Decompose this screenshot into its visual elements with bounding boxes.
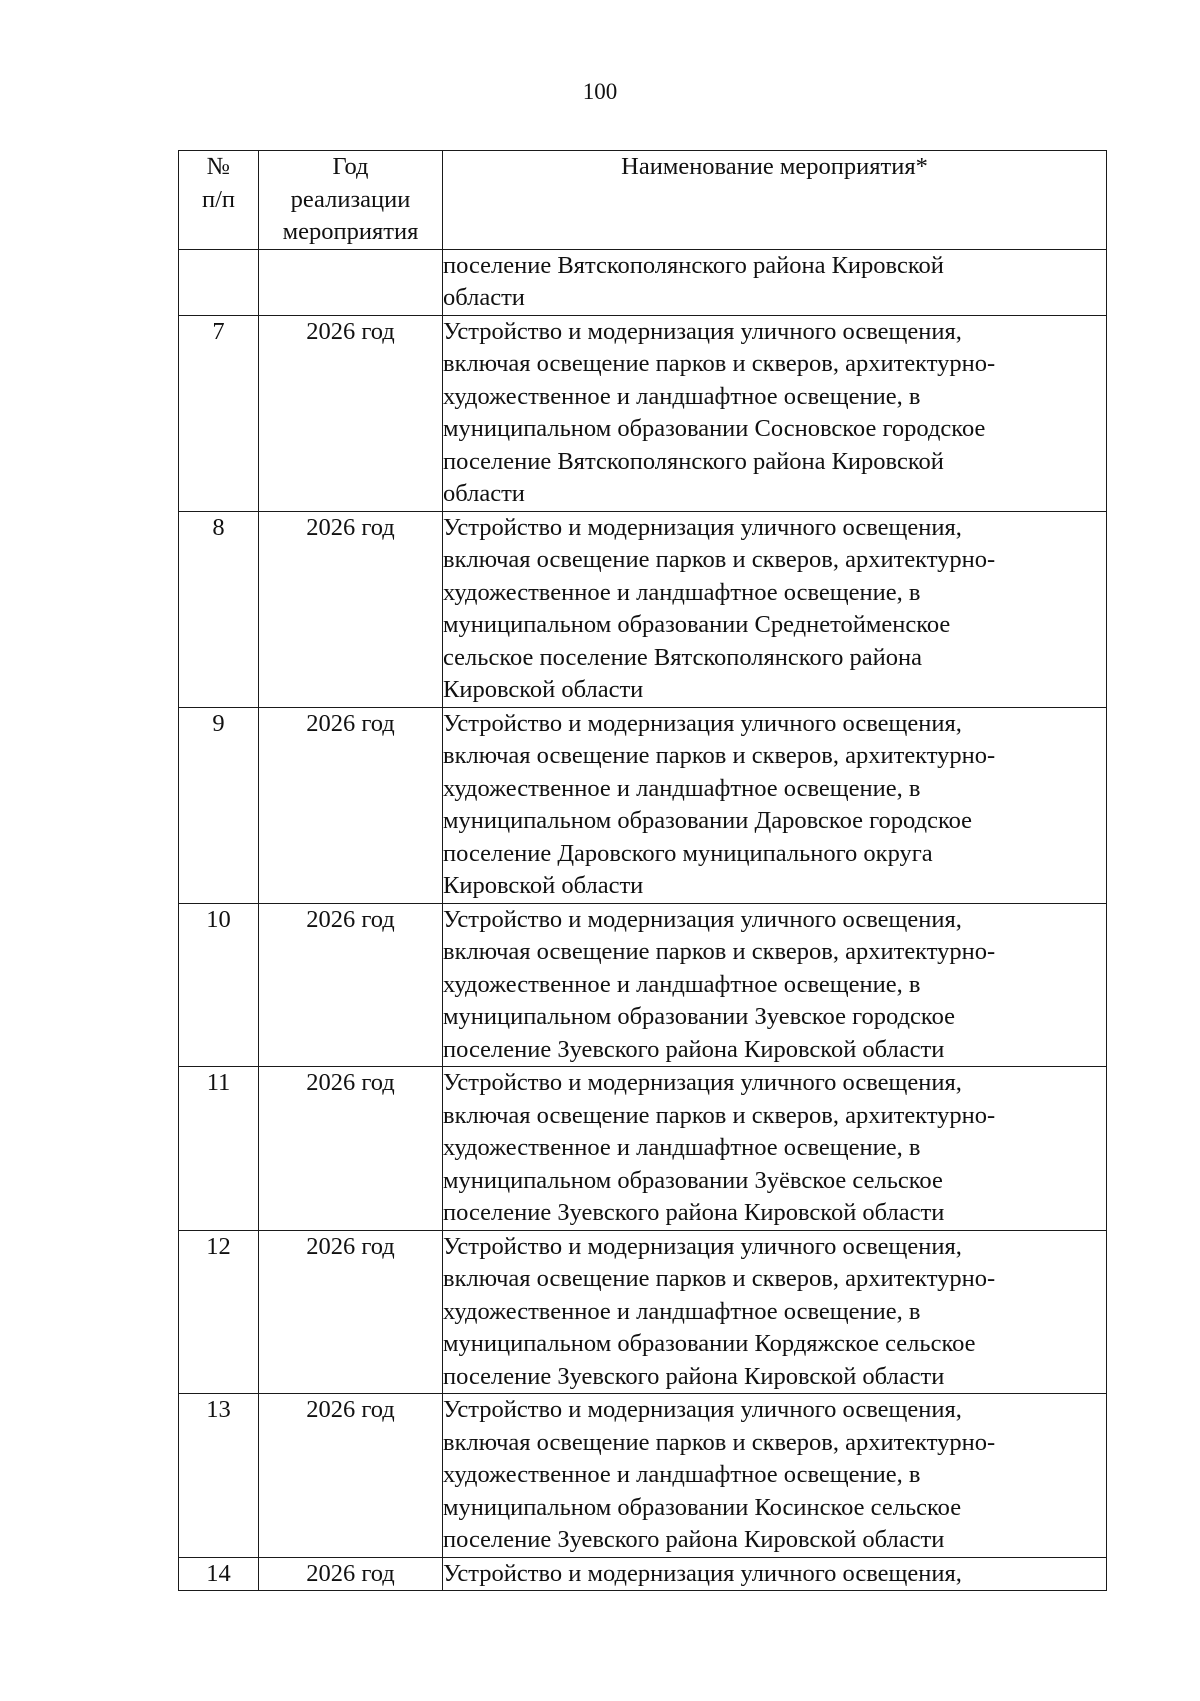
header-number-line: п/п [201, 185, 236, 213]
activity-text-line: Устройство и модернизация уличного освещения, [443, 1069, 962, 1096]
activity-text-line: Кировской области [443, 872, 644, 899]
table-header-row [179, 151, 1107, 250]
row-number: 8 [179, 511, 259, 707]
activity-text-line: включая освещение парков и скверов, архитектурно- [443, 742, 996, 769]
activity-text-line: поселение Вятскополянского района Кировской [443, 251, 944, 279]
header-year-line: Год [332, 153, 369, 180]
activity-text-line: муниципальном образовании Зуевское городское [443, 1003, 956, 1030]
table-row [179, 707, 1107, 903]
row-activity-name [443, 315, 1107, 511]
header-activity-name: Наименование мероприятия* [443, 151, 1107, 250]
row-activity-name [443, 903, 1107, 1067]
activity-text-line: Кировской области [443, 676, 644, 703]
row-number: 12 [179, 1230, 259, 1394]
activity-text-line: художественное и ландшафтное освещение, в [443, 382, 921, 410]
table-row [179, 1067, 1107, 1231]
row-year: 2026 год [259, 903, 443, 1067]
row-number [179, 249, 259, 315]
activity-text-line: поселение Даровского муниципального округа [443, 839, 933, 867]
activity-text-line: Устройство и модернизация уличного освещения, [443, 513, 962, 541]
table-row [179, 315, 1107, 511]
activity-text-line: включая освещение парков и скверов, архитектурно- [443, 1101, 996, 1129]
activity-text-line: художественное и ландшафтное освещение, в [443, 578, 921, 606]
activity-text-line: муниципальном образовании Даровское городское [443, 807, 973, 834]
activity-text-line: поселение Вятскополянского района Кировской [443, 447, 944, 475]
row-year [259, 249, 443, 315]
row-number: 10 [179, 903, 259, 1067]
activity-text-line: включая освещение парков и скверов, архитектурно- [443, 1265, 996, 1292]
activity-text-line: Устройство и модернизация уличного освещения, [443, 709, 962, 737]
header-number [179, 151, 259, 250]
row-number: 11 [179, 1067, 259, 1231]
activity-text-line: области [443, 480, 525, 507]
row-year: 2026 год [259, 1230, 443, 1394]
row-activity-name [443, 511, 1107, 707]
activity-text-line: Устройство и модернизация уличного освещения, [443, 1232, 962, 1260]
activities-table [178, 150, 1107, 1591]
header-year-line: реализации [290, 185, 411, 213]
activity-text-line: муниципальном образовании Зуёвское сельское [443, 1166, 943, 1194]
header-number-line: № [206, 153, 231, 180]
header-year-line: мероприятия [282, 218, 419, 245]
activity-text-line: муниципальном образовании Кордяжское сельское [443, 1330, 976, 1357]
table-row [179, 511, 1107, 707]
activity-text-line: включая освещение парков и скверов, архитектурно- [443, 938, 996, 965]
activity-text-line: муниципальном образовании Косинское сельское [443, 1493, 962, 1521]
row-activity-name [443, 707, 1107, 903]
activity-text-line: поселение Зуевского района Кировской области [443, 1362, 945, 1390]
activity-text-line: включая освещение парков и скверов, архитектурно- [443, 350, 996, 377]
activity-text-line: включая освещение парков и скверов, архитектурно- [443, 546, 996, 573]
row-number: 9 [179, 707, 259, 903]
activity-text-line: муниципальном образовании Сосновское городское [443, 415, 986, 442]
row-activity-name [443, 1230, 1107, 1394]
activity-text-line: включая освещение парков и скверов, архитектурно- [443, 1428, 996, 1456]
page-number: 100 [582, 79, 618, 104]
row-activity-name [443, 1394, 1107, 1558]
activity-text-line: сельское поселение Вятскополянского района [443, 643, 922, 671]
table-body [179, 249, 1107, 1591]
row-year: 2026 год [259, 1067, 443, 1231]
activity-text-line: художественное и ландшафтное освещение, в [443, 1461, 921, 1488]
table-row [179, 1230, 1107, 1394]
activity-text-line: Устройство и модернизация уличного освещения, [443, 1559, 962, 1587]
activity-text-line: художественное и ландшафтное освещение, в [443, 1297, 921, 1325]
activity-text-line: поселение Зуевского района Кировской области [443, 1035, 945, 1063]
activity-text-line: художественное и ландшафтное освещение, в [443, 970, 921, 998]
activity-text-line: поселение Зуевского района Кировской области [443, 1526, 945, 1553]
row-activity-name [443, 1557, 1107, 1591]
table-row [179, 1394, 1107, 1558]
row-number: 7 [179, 315, 259, 511]
row-year: 2026 год [259, 1557, 443, 1591]
activity-text-line: художественное и ландшафтное освещение, в [443, 1134, 921, 1161]
row-year: 2026 год [259, 707, 443, 903]
activity-text-line: Устройство и модернизация уличного освещения, [443, 905, 962, 933]
row-number: 13 [179, 1394, 259, 1558]
header-year [259, 151, 443, 250]
table-row [179, 1557, 1107, 1591]
activity-text-line: Устройство и модернизация уличного освещения, [443, 317, 962, 345]
activity-text-line: области [443, 284, 525, 311]
row-activity-name [443, 249, 1107, 315]
row-activity-name [443, 1067, 1107, 1231]
row-year: 2026 год [259, 511, 443, 707]
row-year: 2026 год [259, 1394, 443, 1558]
activity-text-line: художественное и ландшафтное освещение, в [443, 774, 921, 802]
table-row [179, 903, 1107, 1067]
row-number: 14 [179, 1557, 259, 1591]
row-year: 2026 год [259, 315, 443, 511]
activity-text-line: поселение Зуевского района Кировской области [443, 1199, 945, 1226]
activity-text-line: Устройство и модернизация уличного освещения, [443, 1396, 962, 1423]
table-row [179, 249, 1107, 315]
activity-text-line: муниципальном образовании Среднетойменское [443, 611, 951, 638]
